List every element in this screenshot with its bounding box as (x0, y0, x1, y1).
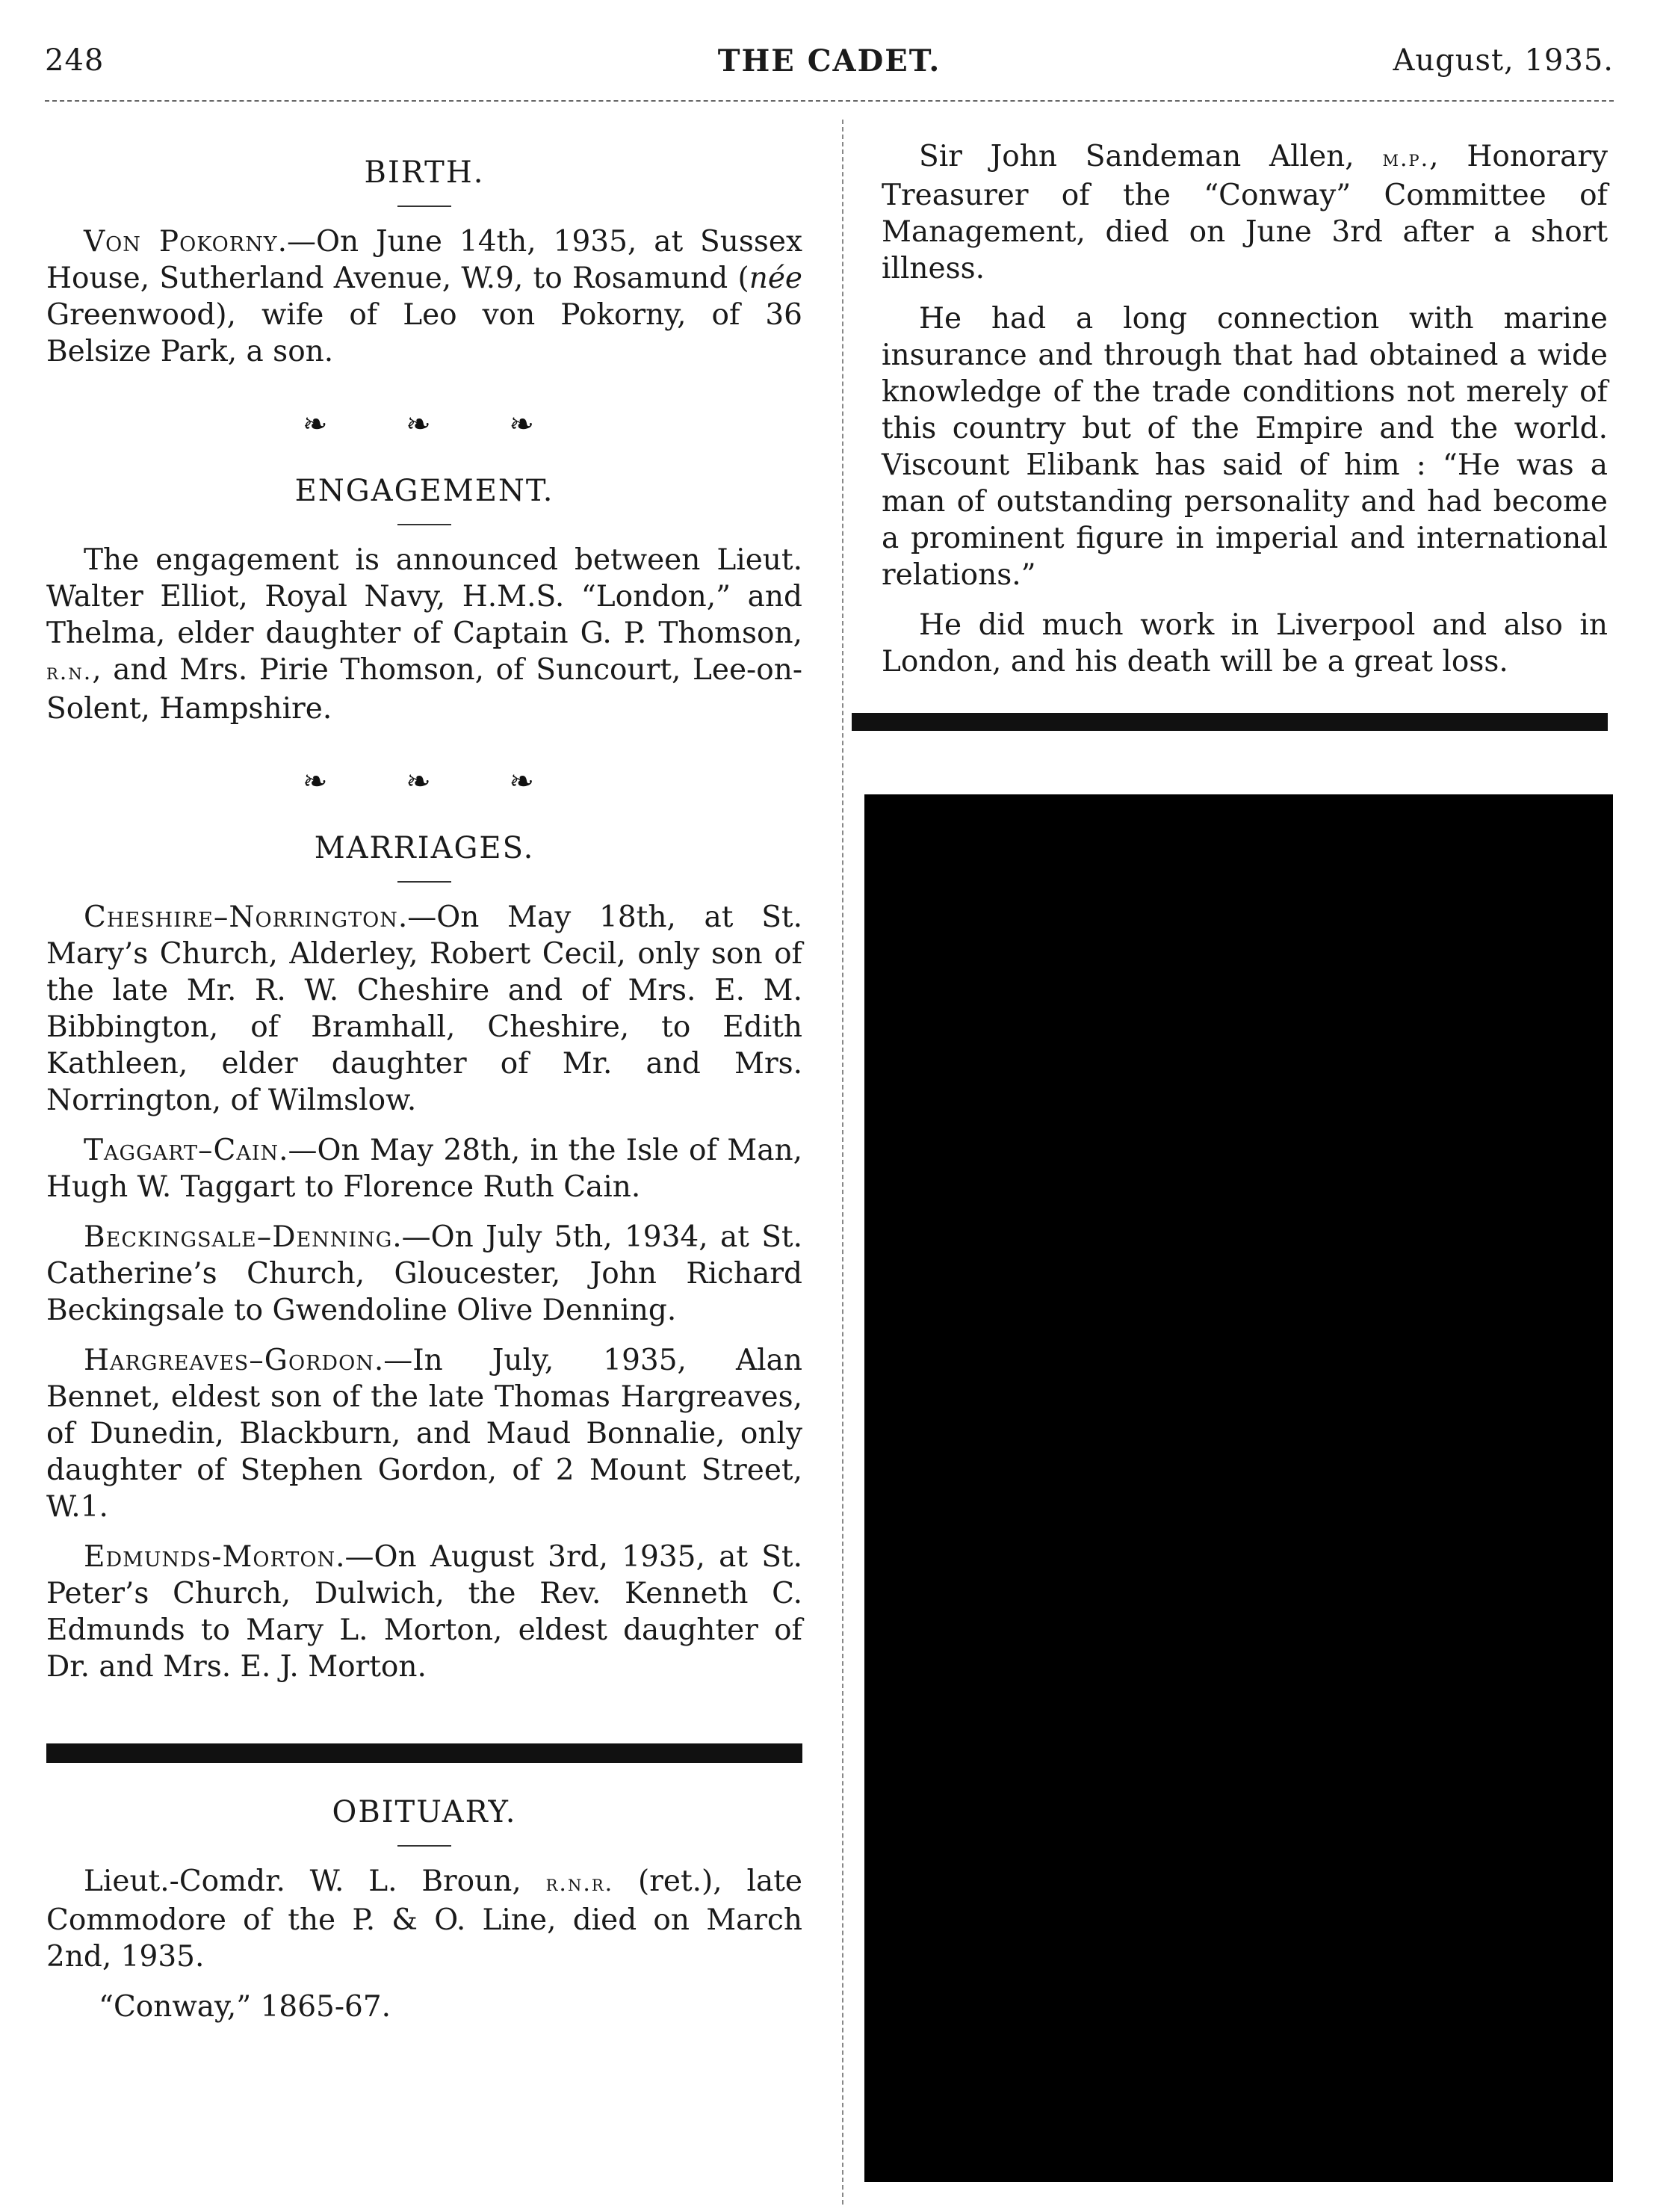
column-divider (842, 120, 843, 2205)
entry-name: Beckingsale–Denning (84, 1220, 393, 1254)
marriage-entry: Hargreaves–Gordon.—In July, 1935, Alan Bennet, eldest son of the late Thomas Hargreaves, of Dunedin, Blackburn, and Maud Bonnalie, only daughter of Stephen Gordon, of 2 Mount Street, W.1. (46, 1344, 802, 1524)
obituary-conway-years: “Conway,” 1865-67. (99, 1990, 391, 2024)
entry-name: Taggart–Cain (84, 1134, 279, 1167)
publication-title: THE CADET. (717, 43, 941, 78)
entry-name: Cheshire–Norrington (84, 900, 398, 934)
heading-rule (397, 206, 451, 207)
obituary-paragraph: He had a long connection with marine insurance and through that had obtained a wide knowledge of the trade conditions not merely of this country but of the Empire and the world. Viscount Elibank has said of him : “He was a man of outstanding personality and had become a prominent figure in imperial and international relations.” (882, 302, 1608, 592)
entry-name: Hargreaves–Gordon (84, 1344, 374, 1377)
section-divider (46, 1743, 802, 1763)
marriages-heading: MARRIAGES. (314, 831, 535, 865)
birth-entry: Von Pokorny.—On June 14th, 1935, at Sussex House, Sutherland Avenue, W.9, to Rosamund (née Greenwood), wife of Leo von Pokorny, of 36 Belsize Park, a son. (46, 225, 802, 368)
fleuron-ornament: ❧ ❧ ❧ (303, 764, 569, 799)
marriage-entry: Edmunds-Morton.—On August 3rd, 1935, at St. Peter’s Church, Dulwich, the Rev. Kenneth C. Edmunds to Mary L. Morton, eldest daughter of Dr. and Mrs. E. J. Morton. (46, 1540, 802, 1684)
birth-heading: BIRTH. (364, 155, 485, 190)
engagement-heading: ENGAGEMENT. (294, 474, 554, 508)
marriage-entry: Beckingsale–Denning.—On July 5th, 1934, at St. Catherine’s Church, Gloucester, John Richard Beckingsale to Gwendoline Olive Denning. (46, 1220, 802, 1327)
entry-name: Von Pokorny (84, 225, 278, 259)
entry-name: Edmunds-Morton (84, 1540, 336, 1574)
obituary-entry-broun: Lieut.-Comdr. W. L. Broun, r.n.r. (ret.), late Commodore of the P. & O. Line, died on March 2nd, 1935. (46, 1865, 802, 1974)
obituary-heading: OBITUARY. (332, 1795, 517, 1829)
header-rule (45, 100, 1614, 102)
heading-rule (397, 1845, 451, 1847)
left-column (46, 146, 802, 2039)
obituary-paragraph: He did much work in Liverpool and also in London, and his death will be a great loss. (882, 608, 1608, 679)
issue-date: August, 1935. (1393, 43, 1614, 78)
heading-rule (397, 881, 451, 883)
heading-rule (397, 524, 451, 525)
section-divider (852, 713, 1608, 731)
fleuron-ornament: ❧ ❧ ❧ (303, 407, 569, 442)
right-column (882, 138, 1608, 731)
marriage-entry: Taggart–Cain.—On May 28th, in the Isle of Man, Hugh W. Taggart to Florence Ruth Cain. (46, 1134, 802, 1204)
redacted-image-block (864, 794, 1613, 2182)
page-header (45, 43, 1614, 88)
engagement-entry: The engagement is announced between Lieut. Walter Elliot, Royal Navy, H.M.S. “London,” and Thelma, elder daughter of Captain G. P. Thomson, r.n., and Mrs. Pirie Thomson, of Suncourt, Lee-on-Solent, Hampshire. (46, 543, 802, 726)
marriage-entry: Cheshire–Norrington.—On May 18th, at St. Mary’s Church, Alderley, Robert Cecil, only son of the late Mr. R. W. Cheshire and of Mrs. E. M. Bibbington, of Bramhall, Cheshire, to Edith Kathleen, elder daughter of Mr. and Mrs. Norrington, of Wilmslow. (46, 900, 802, 1117)
page-number: 248 (45, 43, 105, 78)
obituary-entry-allen: Sir John Sandeman Allen, m.p., Honorary Treasurer of the “Conway” Committee of Management, died on June 3rd after a short illness. (882, 140, 1608, 285)
